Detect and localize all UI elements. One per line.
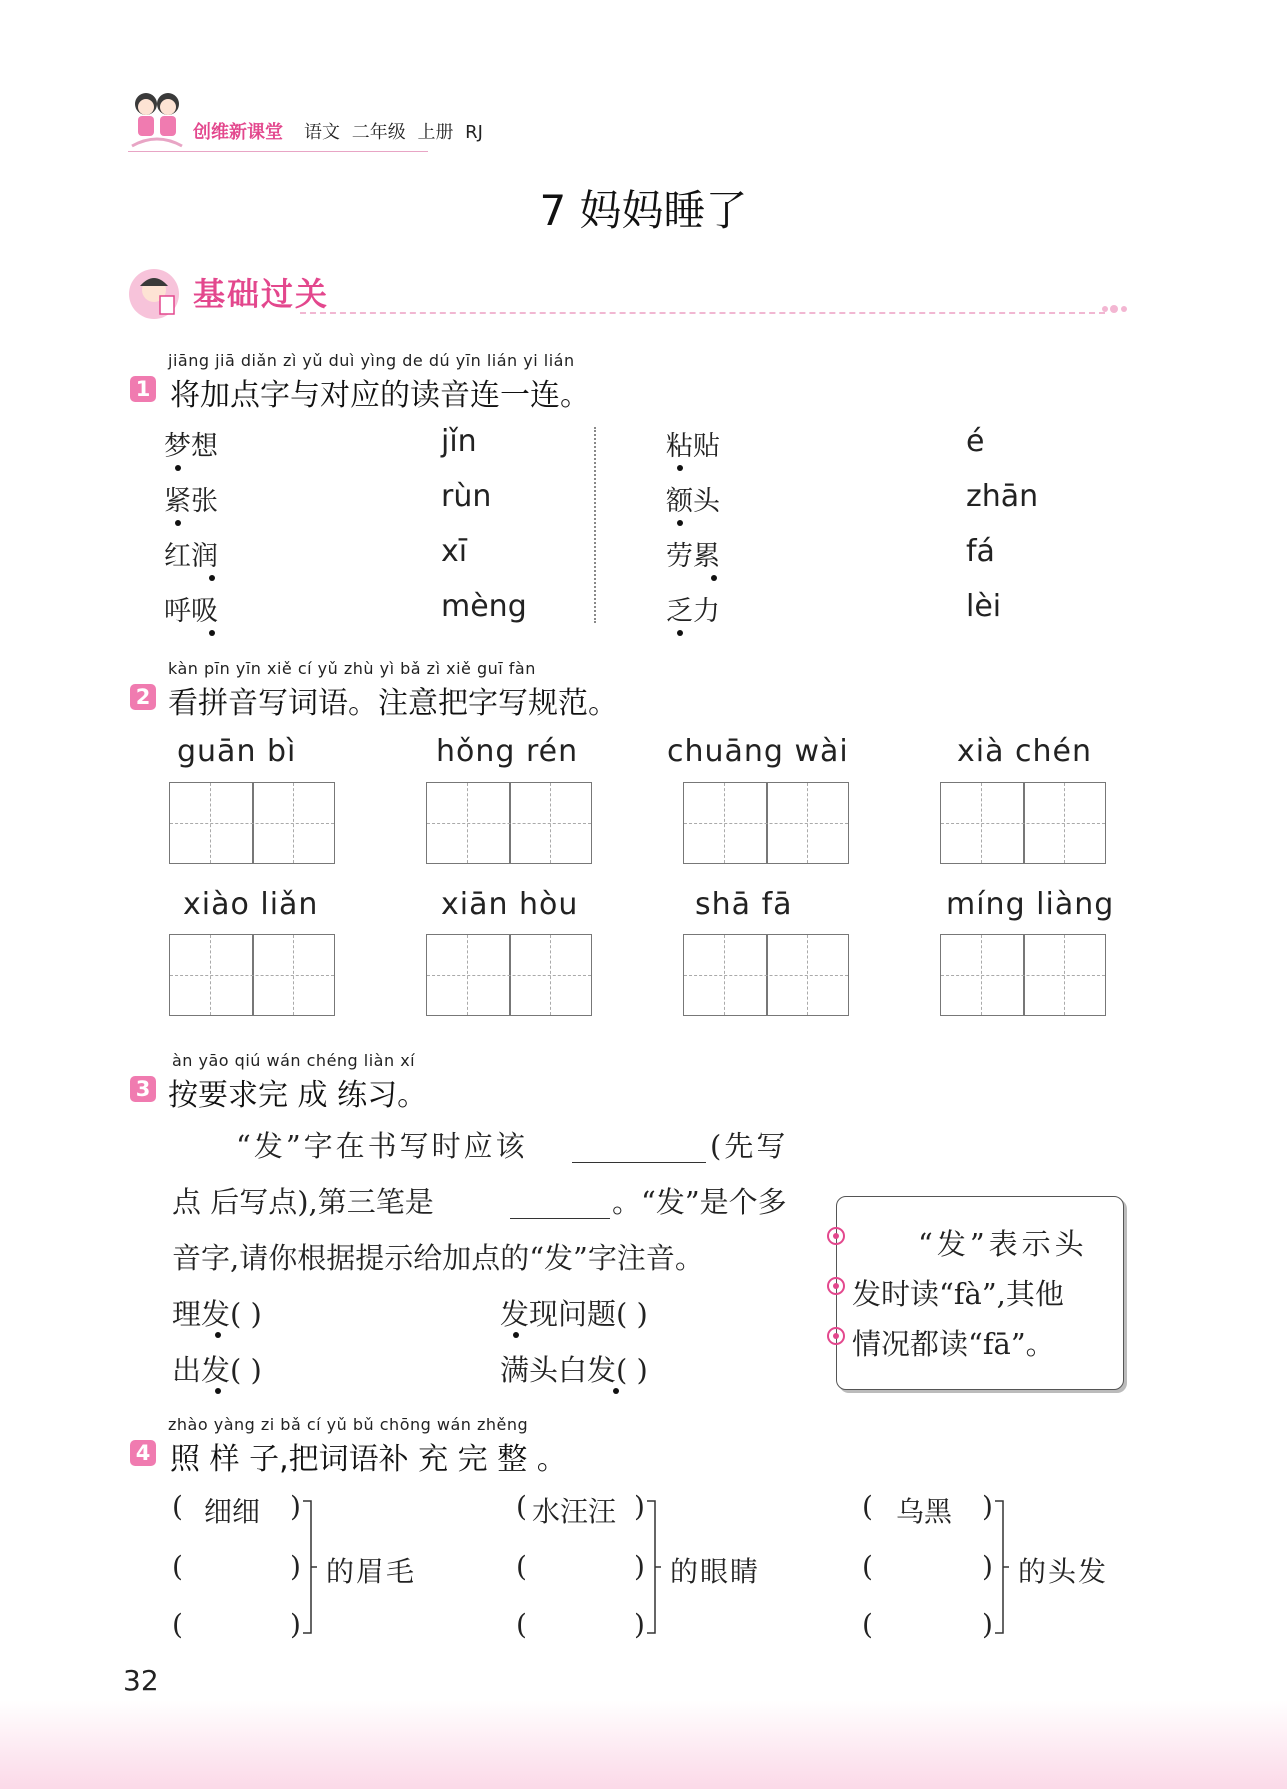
section-title: 基础过关 — [193, 275, 330, 313]
book-info: 语文 二年级 上册 RJ — [304, 122, 483, 143]
q3-sentence: (先写 — [710, 1129, 789, 1163]
paren-open: ( — [516, 1550, 527, 1583]
q3-sentence: “发”字在书写时应该 — [236, 1129, 528, 1163]
header-divider — [128, 151, 428, 152]
emphasis-dot — [175, 520, 181, 526]
q1-number: 1 — [130, 376, 156, 402]
q1-word: 梦想 — [164, 431, 218, 462]
curl-icon — [826, 1226, 846, 1246]
emphasis-dot — [175, 465, 181, 471]
q1-pinyin-option: rùn — [441, 479, 492, 514]
example-word: 水汪汪 — [532, 1495, 617, 1528]
q1-word: 劳累 — [666, 541, 720, 572]
q3-sentence: 音字,请你根据提示给加点的“发”字注音。 — [172, 1241, 704, 1275]
writing-grid[interactable] — [940, 934, 1106, 1016]
emphasis-dot — [215, 1388, 221, 1394]
q3-item: 满头白发( ) — [500, 1353, 648, 1387]
paren-close: ) — [290, 1608, 301, 1641]
section-divider — [300, 312, 1105, 314]
hint-text: 发时读“fà”,其他 — [852, 1277, 1064, 1311]
suffix-word: 的头发 — [1018, 1555, 1109, 1588]
brace-icon — [303, 1500, 317, 1634]
q3-pinyin: àn yāo qiú wán chéng liàn xí — [172, 1051, 416, 1070]
writing-grid[interactable] — [169, 934, 335, 1016]
q2-pinyin: kàn pīn yīn xiě cí yǔ zhù yì bǎ zì xiě guī fàn — [168, 659, 536, 678]
lesson-title: 7 妈妈睡了 — [539, 186, 748, 235]
q3-item: 理发( ) — [172, 1297, 262, 1331]
curl-icon — [826, 1276, 846, 1296]
grid-pinyin: shā fā — [695, 887, 793, 922]
q1-pinyin-option: mèng — [441, 589, 527, 624]
emphasis-dot — [613, 1388, 619, 1394]
q1-pinyin-option: é — [966, 424, 985, 459]
paren-close: ) — [982, 1490, 993, 1523]
paren-close: ) — [634, 1608, 645, 1641]
q1-pinyin-option: lèi — [966, 589, 1002, 624]
emphasis-dot — [677, 465, 683, 471]
emphasis-dot — [209, 575, 215, 581]
q1-word: 紧张 — [164, 486, 218, 517]
paren-open: ( — [172, 1608, 183, 1641]
emphasis-dot — [209, 630, 215, 636]
q1-pinyin-option: fá — [966, 534, 995, 569]
q1-word: 乏力 — [666, 596, 720, 627]
paren-open: ( — [862, 1608, 873, 1641]
kids-mascot-icon — [128, 88, 186, 150]
q1-word: 呼吸 — [164, 596, 218, 627]
page-number: 32 — [123, 1664, 159, 1697]
column-divider — [594, 427, 596, 623]
paren-open: ( — [172, 1550, 183, 1583]
brace-icon — [995, 1500, 1009, 1634]
answer-blank[interactable] — [572, 1162, 706, 1163]
q3-sentence: 。“发”是个多 — [612, 1185, 787, 1219]
hint-text: 情况都读“fā”。 — [852, 1327, 1055, 1361]
q2-number: 2 — [130, 684, 156, 710]
paren-open: ( — [516, 1608, 527, 1641]
paren-open: ( — [862, 1490, 873, 1523]
teacher-mascot-icon — [128, 268, 186, 320]
q3-item: 出发( ) — [172, 1353, 262, 1387]
q4-pinyin: zhào yàng zi bǎ cí yǔ bǔ chōng wán zhěng — [168, 1415, 529, 1434]
q1-word: 额头 — [666, 486, 720, 517]
emphasis-dot — [215, 1332, 221, 1338]
suffix-word: 的眼睛 — [670, 1555, 761, 1588]
q1-pinyin: jiāng jiā diǎn zì yǔ duì yìng de dú yīn lián yi lián — [168, 351, 575, 370]
grid-pinyin: míng liàng — [946, 887, 1115, 922]
grid-pinyin: guān bì — [177, 734, 297, 769]
q1-pinyin-option: xī — [441, 534, 468, 569]
q1-word: 红润 — [164, 541, 218, 572]
suffix-word: 的眉毛 — [326, 1555, 417, 1588]
emphasis-dot — [677, 520, 683, 526]
answer-blank[interactable] — [510, 1218, 610, 1219]
writing-grid[interactable] — [169, 782, 335, 864]
writing-grid[interactable] — [683, 934, 849, 1016]
q2-title: 看拼音写词语。注意把字写规范。 — [168, 686, 618, 721]
grid-pinyin: xiān hòu — [441, 887, 579, 922]
grid-pinyin: chuāng wài — [667, 734, 849, 769]
q3-sentence: 点 后写点),第三笔是 — [172, 1185, 434, 1219]
writing-grid[interactable] — [683, 782, 849, 864]
example-word: 乌黑 — [896, 1495, 953, 1528]
grid-pinyin: hǒng rén — [436, 734, 579, 769]
hint-text: “发”表示头 — [918, 1227, 1088, 1261]
q1-pinyin-option: zhān — [966, 479, 1039, 514]
q1-pinyin-option: jǐn — [441, 424, 477, 459]
brand-name: 创维新课堂 — [193, 122, 283, 143]
example-word: 细细 — [204, 1495, 261, 1528]
paren-close: ) — [982, 1608, 993, 1641]
paren-close: ) — [290, 1550, 301, 1583]
paren-open: ( — [862, 1550, 873, 1583]
emphasis-dot — [677, 630, 683, 636]
paren-open: ( — [516, 1490, 527, 1523]
writing-grid[interactable] — [940, 782, 1106, 864]
writing-grid[interactable] — [426, 782, 592, 864]
q3-number: 3 — [130, 1076, 156, 1102]
emphasis-dot — [711, 575, 717, 581]
curl-icon — [826, 1326, 846, 1346]
q1-title: 将加点字与对应的读音连一连。 — [170, 378, 590, 413]
q4-title: 照 样 子,把词语补 充 完 整 。 — [170, 1442, 567, 1477]
paren-close: ) — [290, 1490, 301, 1523]
q3-item: 发现问题( ) — [500, 1297, 648, 1331]
q1-word: 粘贴 — [666, 431, 720, 462]
writing-grid[interactable] — [426, 934, 592, 1016]
q3-title: 按要求完 成 练习。 — [168, 1078, 428, 1113]
grid-pinyin: xiào liǎn — [183, 887, 319, 922]
paren-close: ) — [634, 1550, 645, 1583]
paren-open: ( — [172, 1490, 183, 1523]
emphasis-dot — [513, 1332, 519, 1338]
q4-number: 4 — [130, 1440, 156, 1466]
paren-close: ) — [634, 1490, 645, 1523]
decor-dots-icon — [1100, 302, 1130, 316]
footer-band — [0, 1700, 1287, 1789]
paren-close: ) — [982, 1550, 993, 1583]
grid-pinyin: xià chén — [957, 734, 1092, 769]
brace-icon — [647, 1500, 661, 1634]
